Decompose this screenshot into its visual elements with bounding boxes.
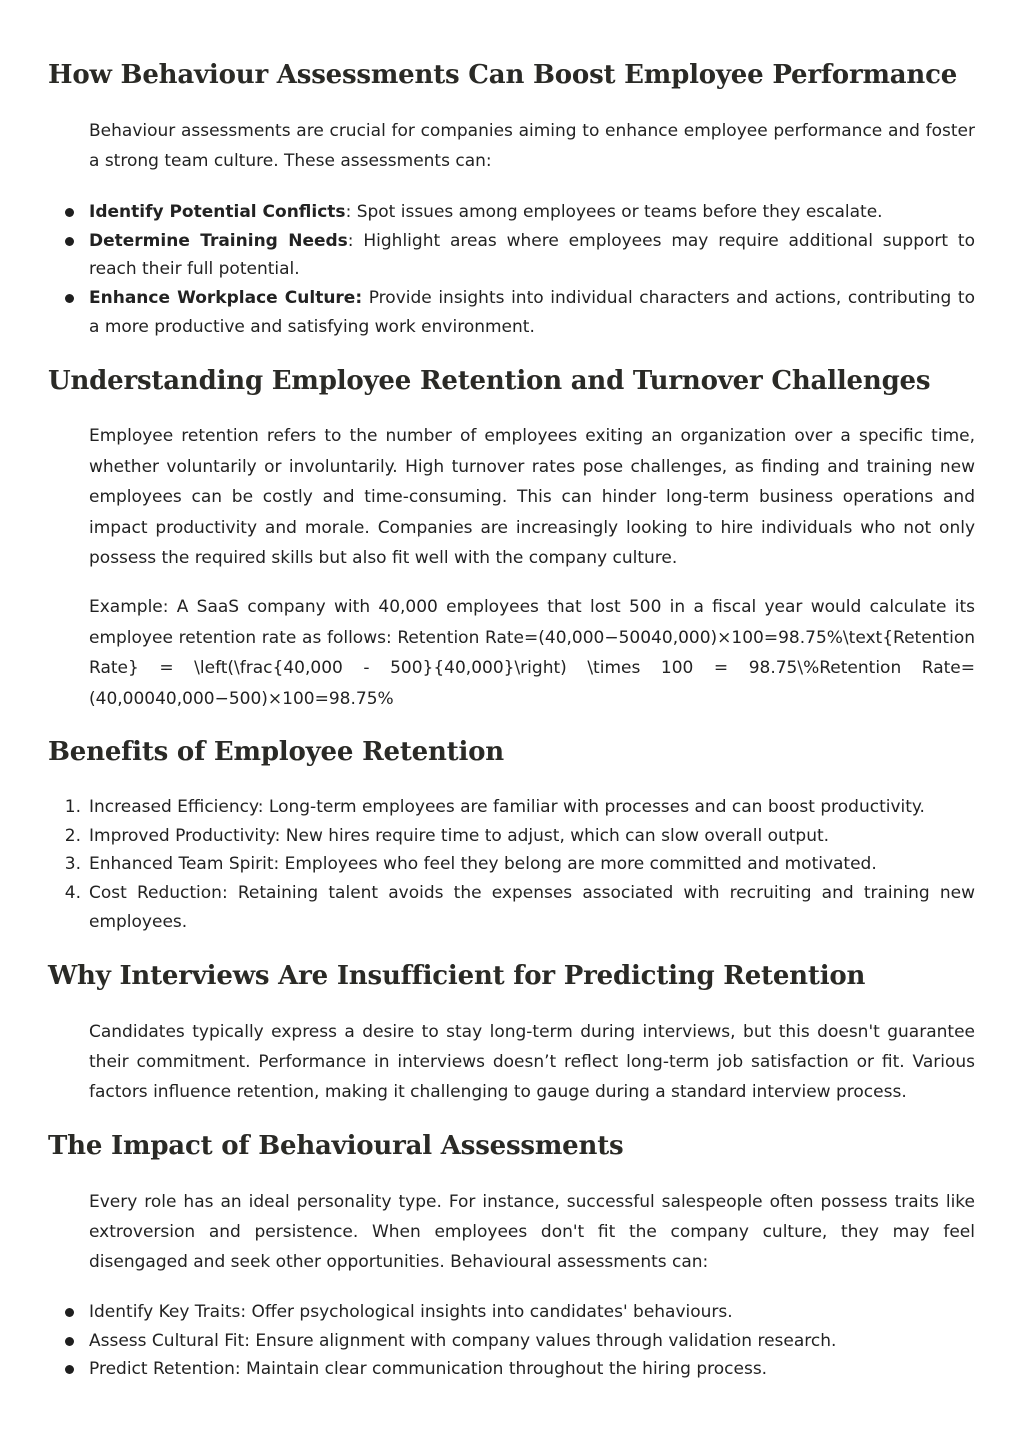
heading-impact-assessments: The Impact of Behavioural Assessments	[48, 1131, 624, 1161]
list-item-text: : Highlight areas where employees may require additional support to reach their full potential.	[89, 230, 975, 280]
bullet-icon	[65, 237, 74, 246]
list-item-term: Identify Potential Conflicts	[89, 202, 346, 222]
list-item	[64, 850, 975, 879]
list-item-text: Predict Retention: Maintain clear communication throughout the hiring process.	[89, 1359, 768, 1380]
bullet-icon	[65, 208, 74, 217]
bullet-icon	[65, 1365, 74, 1374]
heading-interviews-insufficient: Why Interviews Are Insufficient for Predicting Retention	[48, 961, 866, 991]
list-item-text: Enhanced Team Spirit: Employees who feel they belong are more committed and motivated.	[89, 854, 877, 875]
list-number: 3.	[64, 854, 81, 875]
list-item-text: Cost Reduction: Retaining talent avoids the expenses associated with recruiting and training new employees.	[89, 883, 975, 932]
list-item	[64, 822, 975, 851]
list-item-text: Identify Key Traits: Offer psychological insights into candidates' behaviours.	[89, 1302, 733, 1322]
retention-benefits-list	[64, 793, 975, 937]
list-item	[89, 1298, 975, 1327]
heading-behaviour-assessments: How Behaviour Assessments Can Boost Employee Performance	[48, 60, 958, 90]
list-item-text: Improved Productivity: New hires require time to adjust, which can slow overall output.	[89, 825, 830, 846]
example-paragraph: Example: A SaaS company with 40,000 employees that lost 500 in a fiscal year would calculate its employee retention rate as follows: Retention Rate=(40,000−50040,000)×100=98.75%\text{Retention Rate} = \left(\frac{40,000 - 500}{40,000}\right) \times 100 = 98.75\%Retention Rate=(40,00040,000−500​)×100=98.75%	[89, 597, 975, 709]
impact-paragraph: Every role has an ideal personality type. For instance, successful salespeople often possess traits like extroversion and persistence. When employees don't fit the company culture, they may feel disengaged and seek other opportunities. Behavioural assessments can:	[89, 1192, 975, 1272]
list-item	[89, 284, 975, 341]
retention-paragraph: Employee retention refers to the number of employees exiting an organization over a specific time, whether voluntarily or involuntarily. High turnover rates pose challenges, as finding and training new employees can be costly and time-consuming. This can hinder long-term business operations and impact productivity and morale. Companies are increasingly looking to hire individuals who not only possess the required skills but also fit well with the company culture.	[89, 426, 975, 568]
list-item-text: Increased Efficiency: Long-term employees are familiar with processes and can boost productivity.	[89, 797, 925, 817]
assessment-benefits-list	[89, 198, 975, 342]
bullet-icon	[65, 1308, 74, 1317]
list-item	[89, 198, 975, 227]
list-number: 1.	[64, 797, 81, 817]
intro-paragraph: Behaviour assessments are crucial for companies aiming to enhance employee performance and foster a strong team culture. These assessments can:	[89, 121, 975, 171]
list-item-text: Assess Cultural Fit: Ensure alignment with company values through validation research.	[89, 1330, 837, 1351]
list-item	[89, 227, 975, 284]
list-item-term: Enhance Workplace Culture:	[89, 288, 363, 309]
bullet-icon	[65, 294, 74, 303]
list-item	[64, 793, 975, 822]
impact-list	[89, 1298, 975, 1384]
list-number: 2.	[64, 825, 81, 846]
list-item-text: : Spot issues among employees or teams before they escalate.	[345, 202, 883, 222]
heading-retention-challenges: Understanding Employee Retention and Turnover Challenges	[48, 366, 931, 396]
list-number: 4.	[64, 883, 81, 904]
list-item	[64, 879, 975, 936]
list-item	[89, 1355, 975, 1384]
list-item-text: Provide insights into individual characters and actions, contributing to a more productive and satisfying work environment.	[89, 288, 975, 337]
list-item-term: Determine Training Needs	[89, 230, 348, 251]
interviews-paragraph: Candidates typically express a desire to stay long-term during interviews, but this doesn't guarantee their commitment. Performance in interviews doesn’t reflect long-term job satisfaction or fit. Various factors influence retention, making it challenging to gauge during a standard interview process.	[89, 1022, 975, 1102]
bullet-icon	[65, 1337, 74, 1346]
list-item	[89, 1327, 975, 1356]
heading-benefits-retention: Benefits of Employee Retention	[48, 737, 505, 767]
